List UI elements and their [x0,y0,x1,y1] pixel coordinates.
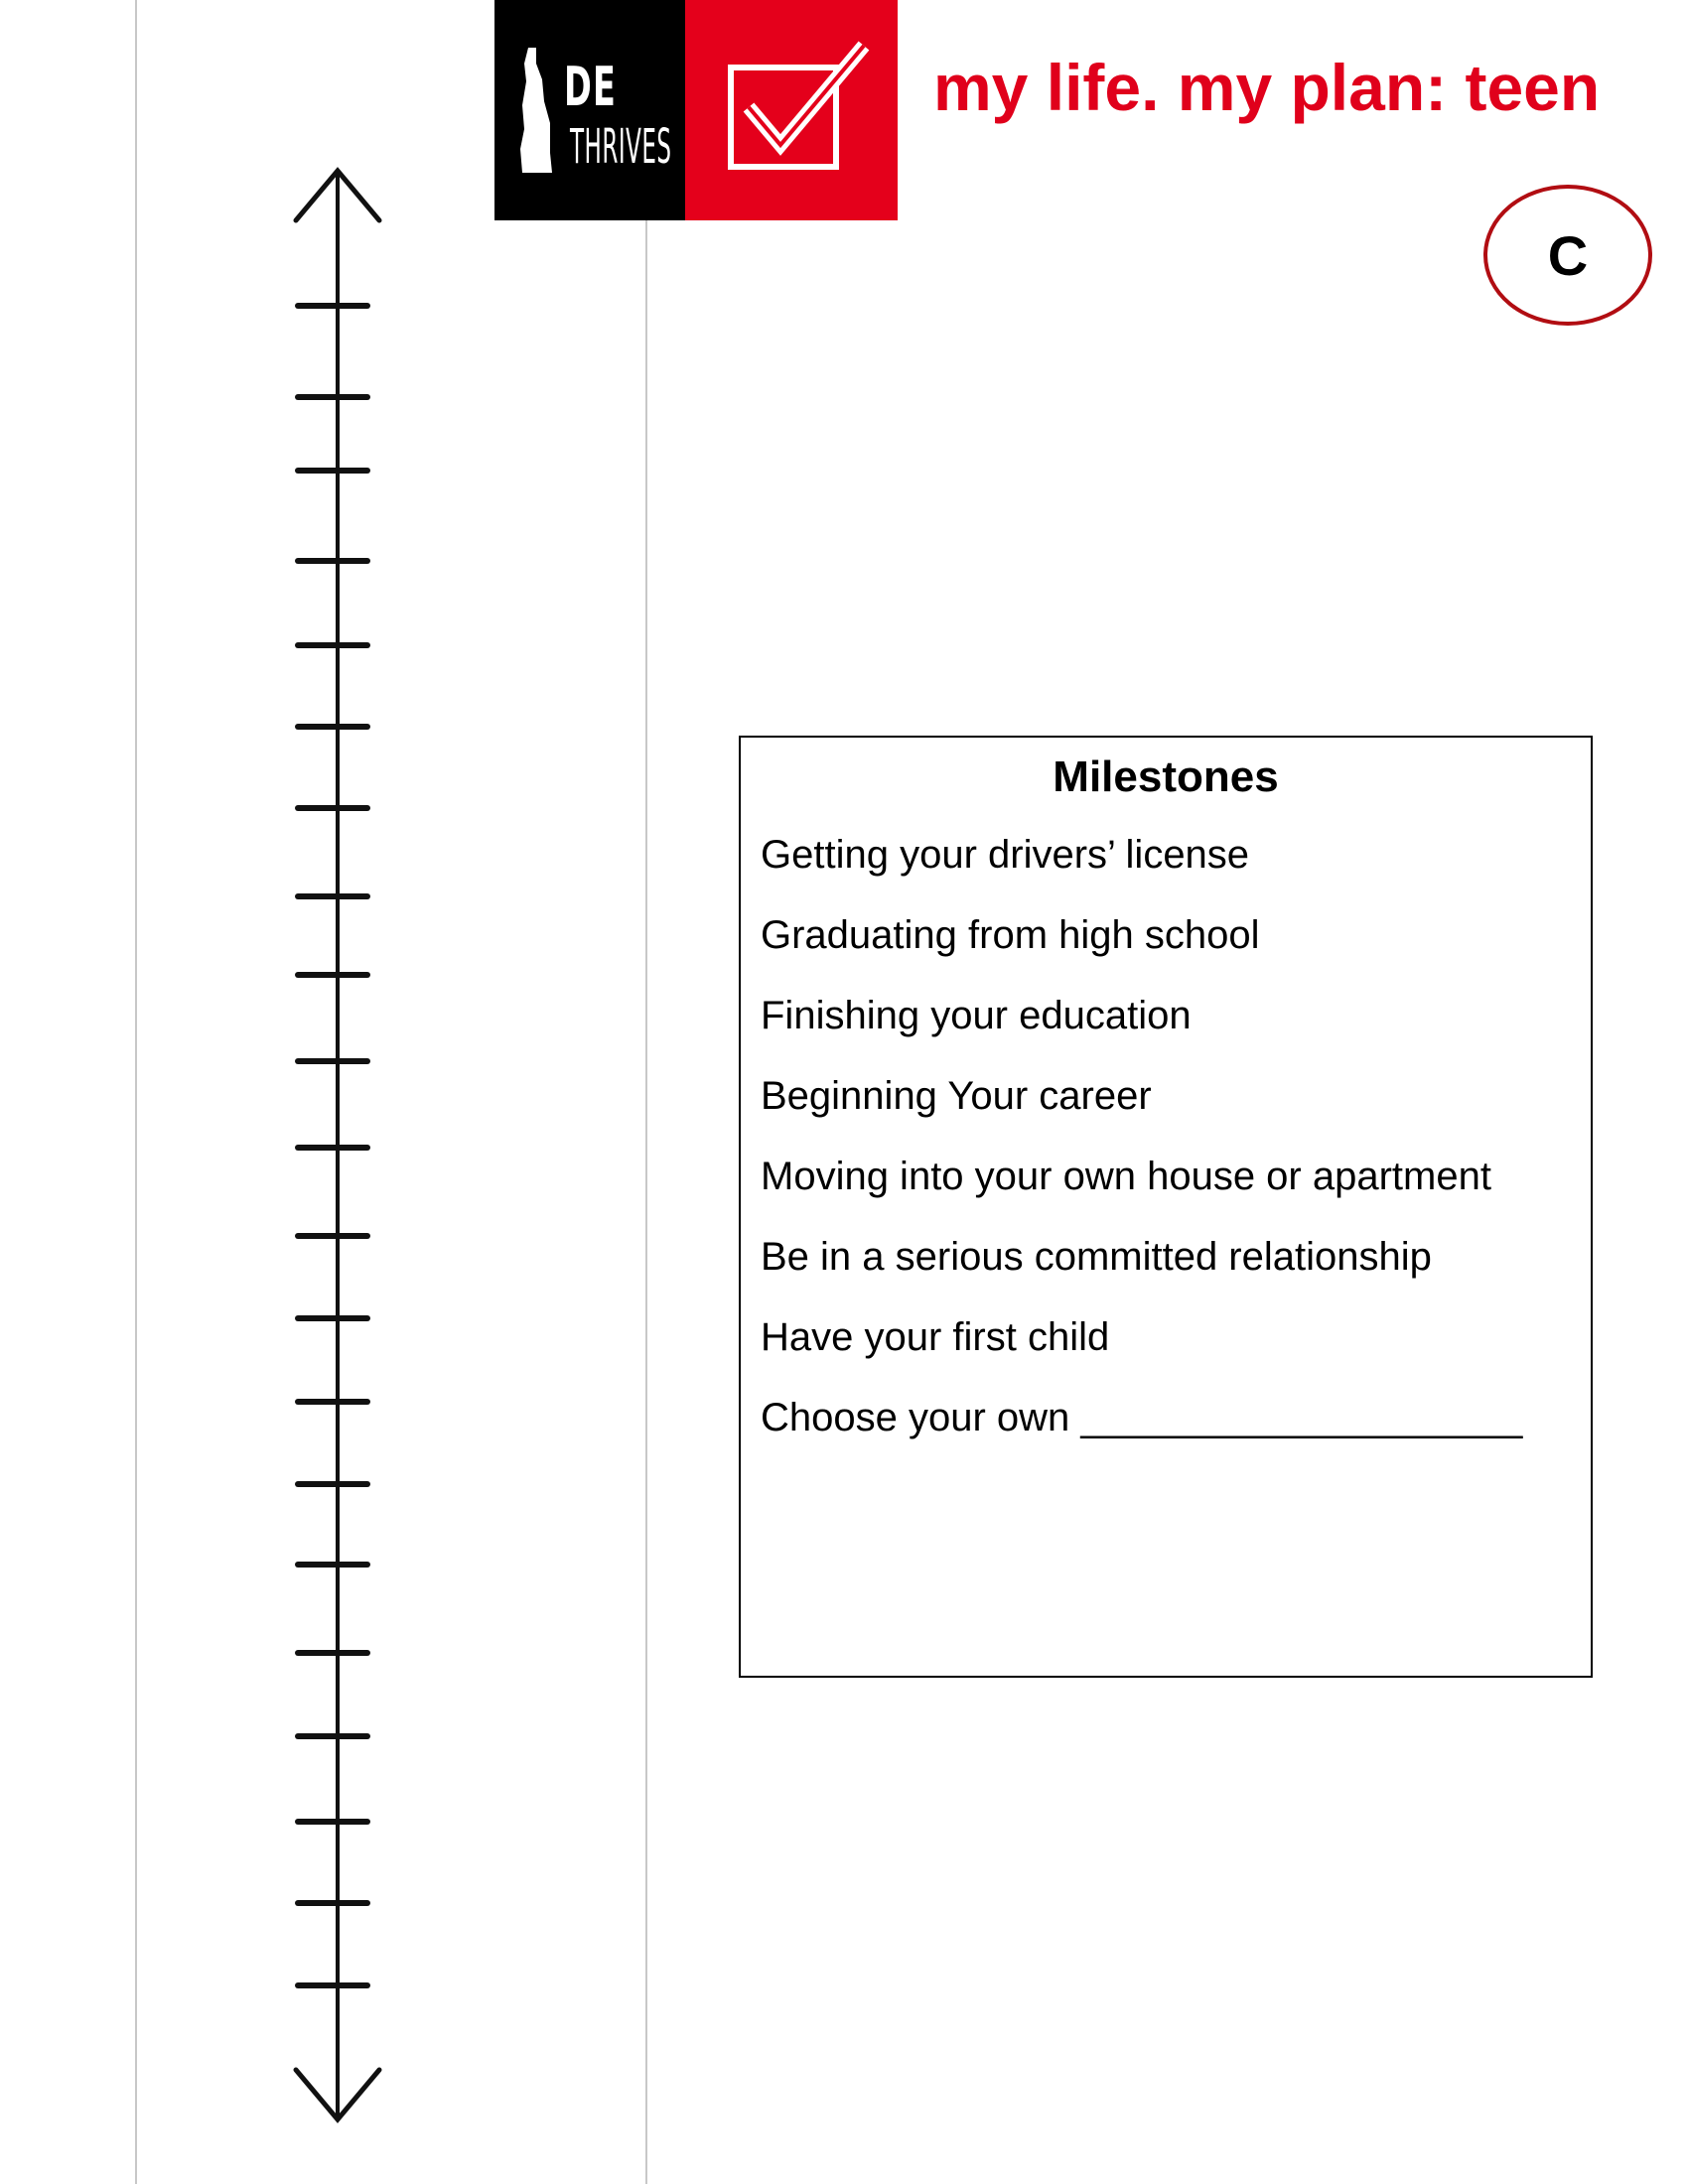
milestone-item: Graduating from high school [761,913,1260,957]
logo-text-de: DE [564,56,618,118]
milestone-list [741,809,1591,1468]
milestone-item: Getting your drivers’ license [761,833,1250,877]
milestone-item: Be in a serious committed relationship [761,1235,1432,1279]
logo-red-panel [685,0,898,220]
delaware-state-icon [514,46,554,182]
milestones-title: Milestones [1053,752,1279,801]
de-thrives-logo [494,0,898,220]
version-badge-label: C [1547,223,1589,287]
version-badge [1483,185,1652,326]
timeline-svg [278,159,397,2134]
milestone-item: Moving into your own house or apartment [761,1155,1491,1198]
page-title: my life. my plan: teen [933,51,1601,124]
milestone-item: Finishing your education [761,994,1192,1037]
margin-guide-left [135,0,137,2184]
milestones-box [739,736,1593,1678]
vertical-timeline [278,159,397,2139]
logo-black-panel [494,0,685,220]
logo-text-thrives: THRIVES [570,119,672,175]
checkbox-check-icon [723,38,872,182]
milestone-item: Beginning Your career [761,1074,1152,1118]
milestone-item-custom[interactable]: Choose your own ____________________ [761,1396,1523,1439]
margin-guide-right [645,0,647,2184]
milestone-item: Have your first child [761,1315,1110,1359]
